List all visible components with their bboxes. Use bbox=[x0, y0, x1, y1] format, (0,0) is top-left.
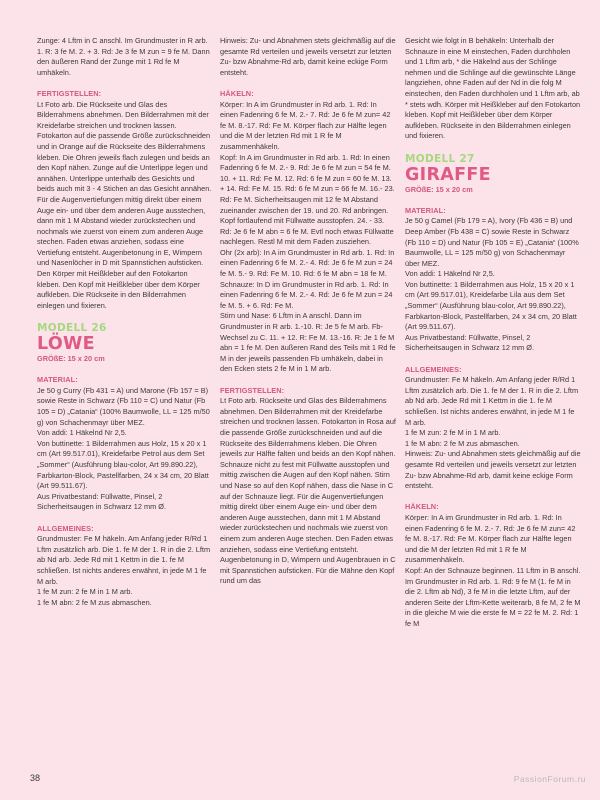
haekeln-heading-2: HÄKELN: bbox=[405, 502, 439, 512]
model-27-name: GIRAFFE bbox=[405, 164, 491, 185]
privat-text-2: Aus Privatbestand: Füllwatte, Pinsel, 2 Sicherheitsaugen in Schwarz 12 mm Ø. bbox=[405, 332, 534, 353]
allgemeines-heading: ALLGEMEINES: bbox=[37, 523, 94, 533]
page-number: 38 bbox=[30, 773, 41, 783]
fertigstellen-text: Lt Foto arb. Die Rückseite und Glas des Bilderrahmens abnehmen. Den Bilderrahmen mit der Kreidefarbe streichen und trocknen lassen. Fotokarton auf die passende Größe zurückschneiden und in Orange auf die Rückseite des Bilderrahmens kleben. Die Ohren jeweils flach zulegen und beids an den Kopf nähen. Zunge auf die Unterlippe legen und annähen. Unterlippe unterhalb des Gesichts und beids auch mit 3 - 4 Stichen an das Gesicht annähen. Für die Augenvertiefungen mittig direkt über einem Auge ein- und über dem anderen Auge ausstechen, dann mit 1 M Abstand wieder zurückstechen und nochmals wie zuerst von einem zum anderen Auge stechen. Faden etwas anziehen, sodass eine Vertiefung entsteht. Augenbetonung in E, Wimpern und Nasenlöcher in D mit Spannstichen aufsticken. Den Körper mit Heißkleber auf den Fotokarton kleben. Den Kopf mit Heißkleber über dem Körper aufkleben. Die Rückseite in den Bilderrahmen einlegen und fixieren. bbox=[37, 99, 212, 310]
material-heading-2: MATERIAL: bbox=[405, 205, 446, 215]
buttinette-text-2: Von buttinette: 1 Bilderrahmen aus Holz, 15 x 20 x 1 cm (Art 99.517.01), Kreidefarbe Lila aus dem Set „Sommer“ (Ausführung blau-color, Art 99.890.22), Farbkarton-Block, Pastellfarben, 24 x 34 cm, 20 Blatt (Art 99.511.67). bbox=[405, 279, 577, 332]
model-27-label: MODELL 27 bbox=[405, 152, 475, 165]
koerper-text-2: Körper: In A im Grundmuster in Rd arb. 1. Rd: In einen Fadenring 6 fe M. 2.- 7. Rd: Je 6 fe M zun= 42 fe M. 8.-17. Rd: Fe M. Körper flach zur Hälfte legen und die M der letzten Rd mit 1 R fe M zusammenhäkeln. bbox=[405, 512, 576, 565]
model-26-name: LÖWE bbox=[37, 334, 95, 355]
fertigstellen-heading-2: FERTIGSTELLEN: bbox=[220, 385, 285, 395]
ohr-text: Ohr (2x arb): In A im Grundmuster in Rd arb. 1. Rd: In einen Fadenring 6 fe M. 2.- 4. Rd: Je 6 fe M zun = 24 fe M. 5.- 9. Rd: Fe M. 10. Rd: 6 fe M abn = 18 fe M. bbox=[220, 247, 395, 279]
hinweis-text-2: Hinweis: Zu- und Abnahmen stets gleichmäßig auf die gesamte Rd verteilen und jeweils versetzt zur letzten Zu- bzw Abnahme-Rd arb, damit keine eckige Form entsteht. bbox=[405, 449, 581, 491]
column-middle bbox=[220, 36, 396, 587]
fertigstellen-text-2: Lt Foto arb. Rückseite und Glas des Bilderrahmens abnehmen. Den Bilderrahmen mit der Kreidefarbe streichen und trocknen lassen. Fotokarton in Rosa auf die passende Größe zurückschneiden und auf die Rückseite des Bilderrahmens kleben. Die Ohren jeweils zur Hälfte falten und beids an den Kopf nähen. Schnauze nicht zu fest mit Füllwatte ausstopfen und mittig zwischen die Augen auf den Kopf nähen. Stirn und Nase so auf den Kopf nähen, dass die Nase in C auf der Schnauze liegt. Für die Augenvertiefungen mittig direkt über einem Auge ein- und über dem anderen Auge ausstechen, dann mit 1 M Abstand wieder zurückstechen und nochmals wie zuerst von einem zum anderen Auge stechen. Den Faden etwas anziehen, sodass eine Vertiefung entsteht. Augenbetonung in D, Wimpern und Augenbrauen in C mit Spannstichen aufsticken. Für die Mähne den Kopf rund um das bbox=[220, 396, 396, 586]
fertigstellen-heading: FERTIGSTELLEN: bbox=[37, 88, 102, 98]
allgemeines-heading-2: ALLGEMEINES: bbox=[405, 364, 462, 374]
koerper-text: Körper: In A im Grundmuster in Rd arb. 1. Rd: In einen Fadenring 6 fe M. 2.- 7. Rd: Je 6 fe M zun= 42 fe M. 8.-17. Rd: Fe M. Körper flach zur Hälfte legen und die M der letzten Rd mit 1 R fe M zusammenhäkeln. bbox=[220, 99, 391, 151]
privat-text: Aus Privatbestand: Füllwatte, Pinsel, 2 Sicherheitsaugen in Schwarz 12 mm Ø. bbox=[37, 491, 166, 512]
maehne-continuation: Gesicht wie folgt in B behäkeln: Unterhalb der Schnauze in eine M einstechen, Faden durchholen und 1 Lftm arb, * die Häkelnd aus der Schlinge nehmen und die Schlinge auf die gewünschte Länge langziehen, ohne Faden auf der Nd in die folg M einstechen, den Faden durchholen und 1 Lftm arb, ab * stets wdh. Körper mit Heißkleber auf den Fotokarton kleben. Kopf mit Heißkleber über dem Körper aufkleben. Rückseite in den Bilderrahmen einlegen und fixieren. bbox=[405, 36, 581, 141]
kopf-text: Kopf: In A im Grundmuster in Rd arb. 1. Rd: In einen Fadenring 6 fe M. 2.- 9. Rd: Je 6 fe M zun = 54 fe M. 10. + 11. Rd: Fe M. 12. Rd: 6 fe M zun = 60 fe M. 13. + 14. Rd: Fe M. 15. Rd: 6 fe M zun = 66 fe M. 16.- 23. Rd: Fe M. Sicherheitsaugen mit 12 fe M Abstand zueinander zwischen der 19. und 20. Rd anbringen. Kopf fortlaufend mit Füllwatte ausstopfen. 24. - 33. Rd: Je 6 fe M abn = 6 fe M. Evtl noch etwas Füllwatte nachlegen. Restl M mit dem Faden zusziehen. bbox=[220, 152, 395, 247]
kopf-text-2: Kopf: An der Schnauze beginnen. 11 Lftm in B anschl. Im Grundmuster in Rd arb. 1. Rd: 9 fe M (1. fe M in die 2. Lftm ab Nd), 3 fe M in die letzte Lftm, auf der anderen Seite der Lftm-Kette weiterarb, 8 fe M, 2 fe M in die gleiche M wie die erste fe M = 22 fe M. 2. Rd: 1 fe M bbox=[405, 565, 581, 628]
material-text: Je 50 g Curry (Fb 431 = A) und Marone (Fb 157 = B) sowie Reste in Schwarz (Fb 110 = C) und Natur (Fb 105 = D) „Catania“ (100% Baumwolle, LL = 125 m/50 g) von Schachenmayr über MEZ. bbox=[37, 385, 210, 427]
fe-zun-text: 1 fe M zun: 2 fe M in 1 M arb. bbox=[37, 587, 133, 597]
fe-zun-text-2: 1 fe M zun: 2 fe M in 1 M arb. bbox=[405, 428, 501, 438]
grundmuster-text-2: Grundmuster: Fe M häkeln. Am Anfang jeder R/Rd 1 Lftm zusätzlich arb. Die 1. fe M der 1. R in die 2. Lftm ab Nd arb. Jede Rd mit 1 Kettm in die 1. fe M schließen. Ist nichts anderes erwähnt, in jede M 1 fe M arb. bbox=[405, 375, 579, 427]
buttinette-text: Von buttinette: 1 Bilderrahmen aus Holz, 15 x 20 x 1 cm (Art 99.517.01), Kreidefarbe Petrol aus dem Set „Sommer“ (Ausführung blau-color, Art 99.890.22), Farbkarton-Block, Pastellfarben, 24 x 34 cm, 20 Blatt (Art 99.511.67). bbox=[37, 438, 209, 491]
addi-text-2: Von addi: 1 Häkelnd Nr 2,5. bbox=[405, 269, 495, 279]
stirn-nase-text: Stirn und Nase: 6 Lftm in A anschl. Dann im Grundmuster in R arb. 1.-10. R: Je 5 fe M arb. Fb-Wechsel zu C. 11. + 12. R: Fe M. 13.-16. R: Je 1 fe M abn = 1 fe M. Den äußeren Rand des Teils mit 1 Rd fe M in der jeweils passenden Fb umhäkeln, dabei in den Ecken stets 2 fe M in 1 M arb. bbox=[220, 311, 396, 374]
column-right bbox=[405, 36, 581, 629]
column-left bbox=[37, 36, 213, 608]
zunge-paragraph: Zunge: 4 Lftm in C anschl. Im Grundmuster in R arb. 1. R: 3 fe M. 2. + 3. Rd: Je 3 fe M zun = 9 fe M. Dann den äußeren Rand der Zunge mit 1 Rd fe M umhäkeln. bbox=[37, 36, 210, 77]
grundmuster-text: Grundmuster: Fe M häkeln. Am Anfang jeder R/Rd 1 Lftm zusätzlich arb. Die 1. fe M der 1. R in die 2. Lftm ab Nd arb. Jede Rd mit 1 Kettm in die 1. fe M schließen. Ist nichts anderes erwähnt, in jede M 1 fe M arb. bbox=[37, 534, 211, 586]
material-heading: MATERIAL: bbox=[37, 375, 78, 385]
fe-abn-text: 1 fe M abn: 2 fe M zus abmaschen. bbox=[37, 597, 152, 607]
hinweis-text: Hinweis: Zu- und Abnahmen stets gleichmäßig auf die gesamte Rd verteilen und jeweils versetzt zur letzten Zu- bzw Abnahme-Rd arb, damit keine eckige Form entsteht. bbox=[220, 36, 396, 77]
size-label: GRÖßE: 15 x 20 cm bbox=[37, 354, 105, 364]
haekeln-heading: HÄKELN: bbox=[220, 88, 254, 98]
size-label-2: GRÖßE: 15 x 20 cm bbox=[405, 184, 473, 194]
schnauze-text: Schnauze: In D im Grundmuster in Rd arb. 1. Rd: In einen Fadenring 6 fe M. 2.- 4. Rd: Je 6 fe M zun = 24 fe M. 5. + 6. Rd: Fe M. bbox=[220, 279, 393, 310]
watermark: PassionForum.ru bbox=[513, 774, 586, 784]
material-text-2: Je 50 g Camel (Fb 179 = A), Ivory (Fb 436 = B) und Deep Amber (Fb 438 = C) sowie Reste in Schwarz (Fb 110 = D) und Natur (Fb 105 = E) „Catania“ (100% Baumwolle, LL = 125 m/50 g) von Schachenmayr über MEZ. bbox=[405, 216, 579, 268]
fe-abn-text-2: 1 fe M abn: 2 fe M zus abmaschen. bbox=[405, 438, 520, 448]
model-26-label: MODELL 26 bbox=[37, 322, 107, 335]
addi-text: Von addi: 1 Häkelnd Nr 2,5. bbox=[37, 428, 127, 438]
